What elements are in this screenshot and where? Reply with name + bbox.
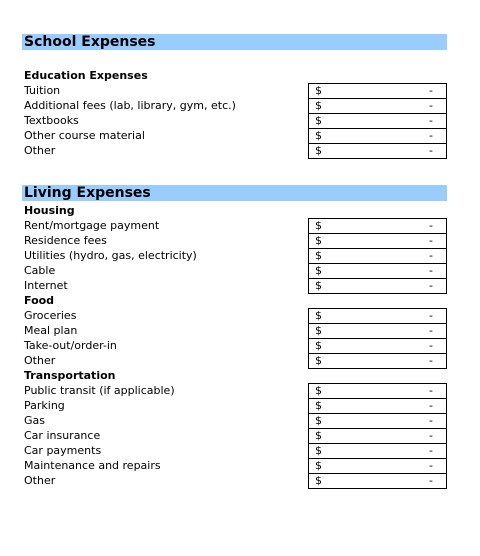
- food-expense-amount-cell[interactable]: [308, 308, 447, 323]
- education-expense-row: [24, 113, 448, 128]
- housing-expense-row: [24, 263, 448, 278]
- currency-symbol: $: [315, 444, 322, 457]
- currency-symbol: $: [315, 399, 322, 412]
- transportation-expense-amount-cell[interactable]: [308, 398, 447, 413]
- housing-expense-row: [24, 218, 448, 233]
- education-expense-row: [24, 83, 448, 98]
- housing-expense-label: Rent/mortgage payment: [24, 219, 160, 232]
- amount-value: -: [429, 339, 433, 352]
- currency-symbol: $: [315, 384, 322, 397]
- amount-value: -: [429, 84, 433, 97]
- amount-value: -: [429, 384, 433, 397]
- housing-expense-row: [24, 233, 448, 248]
- education-expense-label: Textbooks: [24, 114, 79, 127]
- transportation-expense-row: [24, 473, 448, 488]
- transportation-expense-row: [24, 428, 448, 443]
- transportation-expense-label: Other: [24, 474, 56, 487]
- food-expense-label: Meal plan: [24, 324, 78, 337]
- food-expense-row: [24, 338, 448, 353]
- amount-value: -: [429, 279, 433, 292]
- education-expense-label: Other course material: [24, 129, 145, 142]
- housing-expense-label: Cable: [24, 264, 56, 277]
- housing-expense-label: Residence fees: [24, 234, 107, 247]
- food-expense-amount-cell[interactable]: [308, 323, 447, 338]
- education-expense-amount-cell[interactable]: [308, 98, 447, 113]
- currency-symbol: $: [315, 429, 322, 442]
- currency-symbol: $: [315, 339, 322, 352]
- education-expense-label: Tuition: [24, 84, 61, 97]
- currency-symbol: $: [315, 84, 322, 97]
- housing-expense-amount-cell[interactable]: [308, 263, 447, 278]
- currency-symbol: $: [315, 474, 322, 487]
- amount-value: -: [429, 399, 433, 412]
- amount-value: -: [429, 444, 433, 457]
- currency-symbol: $: [315, 99, 322, 112]
- education-expense-amount-cell[interactable]: [308, 113, 447, 128]
- living-expenses-title: Living Expenses: [22, 185, 447, 201]
- education-expense-amount-cell[interactable]: [308, 83, 447, 98]
- currency-symbol: $: [315, 459, 322, 472]
- transportation-heading: Transportation: [24, 369, 116, 382]
- currency-symbol: $: [315, 324, 322, 337]
- amount-value: -: [429, 114, 433, 127]
- amount-value: -: [429, 129, 433, 142]
- housing-expense-amount-cell[interactable]: [308, 278, 447, 294]
- housing-expense-amount-cell[interactable]: [308, 218, 447, 233]
- amount-value: -: [429, 354, 433, 367]
- transportation-expense-amount-cell[interactable]: [308, 428, 447, 443]
- housing-heading: Housing: [24, 204, 75, 217]
- currency-symbol: $: [315, 234, 322, 247]
- housing-expense-row: [24, 248, 448, 263]
- amount-value: -: [429, 474, 433, 487]
- food-expense-label: Groceries: [24, 309, 77, 322]
- education-expenses-heading: Education Expenses: [24, 69, 148, 82]
- education-expense-label: Additional fees (lab, library, gym, etc.): [24, 99, 236, 112]
- transportation-expense-label: Gas: [24, 414, 45, 427]
- housing-expense-label: Internet: [24, 279, 68, 292]
- currency-symbol: $: [315, 219, 322, 232]
- education-expense-row: [24, 143, 448, 158]
- amount-value: -: [429, 264, 433, 277]
- housing-expense-row: [24, 278, 448, 293]
- amount-value: -: [429, 414, 433, 427]
- transportation-expense-amount-cell[interactable]: [308, 413, 447, 428]
- education-expense-label: Other: [24, 144, 56, 157]
- transportation-expense-label: Public transit (if applicable): [24, 384, 175, 397]
- amount-value: -: [429, 459, 433, 472]
- currency-symbol: $: [315, 144, 322, 157]
- education-expense-row: [24, 98, 448, 113]
- currency-symbol: $: [315, 249, 322, 262]
- housing-expense-amount-cell[interactable]: [308, 233, 447, 248]
- transportation-expense-row: [24, 398, 448, 413]
- food-expense-row: [24, 353, 448, 368]
- education-expense-amount-cell[interactable]: [308, 128, 447, 143]
- education-expense-row: [24, 128, 448, 143]
- transportation-expense-amount-cell[interactable]: [308, 473, 447, 489]
- currency-symbol: $: [315, 114, 322, 127]
- transportation-expense-amount-cell[interactable]: [308, 383, 447, 398]
- transportation-expense-row: [24, 413, 448, 428]
- school-expenses-title: School Expenses: [22, 34, 447, 50]
- amount-value: -: [429, 429, 433, 442]
- transportation-expense-label: Maintenance and repairs: [24, 459, 161, 472]
- transportation-expense-row: [24, 443, 448, 458]
- amount-value: -: [429, 309, 433, 322]
- education-expense-amount-cell[interactable]: [308, 143, 447, 159]
- food-expense-amount-cell[interactable]: [308, 338, 447, 353]
- amount-value: -: [429, 219, 433, 232]
- food-expense-label: Take-out/order-in: [24, 339, 117, 352]
- currency-symbol: $: [315, 264, 322, 277]
- amount-value: -: [429, 249, 433, 262]
- food-expense-amount-cell[interactable]: [308, 353, 447, 369]
- amount-value: -: [429, 99, 433, 112]
- currency-symbol: $: [315, 309, 322, 322]
- transportation-expense-amount-cell[interactable]: [308, 443, 447, 458]
- food-heading: Food: [24, 294, 55, 307]
- amount-value: -: [429, 234, 433, 247]
- currency-symbol: $: [315, 414, 322, 427]
- transportation-expense-amount-cell[interactable]: [308, 458, 447, 473]
- transportation-expense-row: [24, 383, 448, 398]
- currency-symbol: $: [315, 279, 322, 292]
- transportation-expense-row: [24, 458, 448, 473]
- amount-value: -: [429, 324, 433, 337]
- housing-expense-label: Utilities (hydro, gas, electricity): [24, 249, 197, 262]
- currency-symbol: $: [315, 129, 322, 142]
- food-expense-row: [24, 323, 448, 338]
- food-expense-row: [24, 308, 448, 323]
- housing-expense-amount-cell[interactable]: [308, 248, 447, 263]
- transportation-expense-label: Parking: [24, 399, 65, 412]
- currency-symbol: $: [315, 354, 322, 367]
- amount-value: -: [429, 144, 433, 157]
- transportation-expense-label: Car payments: [24, 444, 102, 457]
- transportation-expense-label: Car insurance: [24, 429, 101, 442]
- food-expense-label: Other: [24, 354, 56, 367]
